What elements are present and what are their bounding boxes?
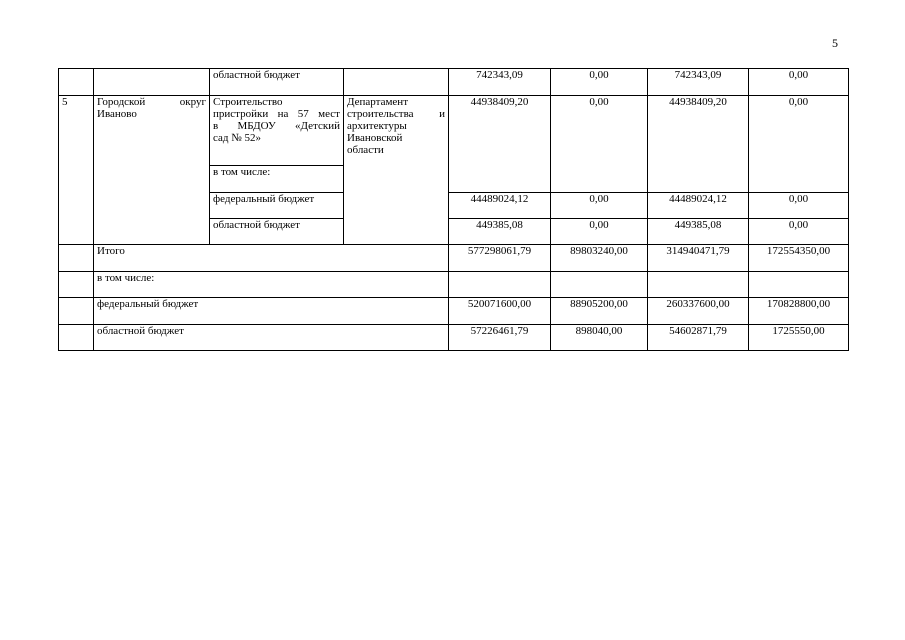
project-name-cell [210,96,344,166]
funding-source-cell: федеральный бюджет [94,298,449,325]
value-cell: 89803240,00 [551,245,648,272]
project-name-line: в МБДОУ «Детский [213,120,340,132]
row-number-cell [59,69,94,96]
value-cell: 0,00 [551,96,648,193]
value-cell: 44489024,12 [648,193,749,219]
page-number: 5 [832,36,838,50]
row-number-cell [59,298,94,325]
district-name-line: Городской округ [97,96,206,108]
row-number-cell [59,245,94,272]
including-label-cell: в том числе: [94,272,449,298]
value-cell: 172554350,00 [749,245,849,272]
table-row [59,325,849,351]
funding-source-cell: областной бюджет [94,325,449,351]
department-name-line: Ивановской [347,132,403,144]
funding-source-cell: областной бюджет [210,69,344,96]
value-cell: 314940471,79 [648,245,749,272]
row-number-cell: 5 [59,96,94,245]
table-row [59,245,849,272]
value-cell: 88905200,00 [551,298,648,325]
value-cell: 742343,09 [648,69,749,96]
table-row [59,69,849,96]
project-name-line: Строительство [213,96,283,108]
value-cell: 44489024,12 [449,193,551,219]
district-name-line: Иваново [97,108,137,120]
value-cell: 449385,08 [648,219,749,245]
department-cell [344,96,449,245]
total-label-cell: Итого [94,245,449,272]
value-cell [551,272,648,298]
project-name-line: сад № 52» [213,132,261,144]
value-cell: 0,00 [749,219,849,245]
project-name-line: пристройки на 57 мест [213,108,340,120]
department-name-line: архитектуры [347,120,407,132]
value-cell: 898040,00 [551,325,648,351]
value-cell [749,272,849,298]
including-label-cell: в том числе: [210,166,344,193]
value-cell: 1725550,00 [749,325,849,351]
value-cell: 0,00 [551,219,648,245]
value-cell: 0,00 [749,69,849,96]
table-row [59,272,849,298]
value-cell: 170828800,00 [749,298,849,325]
value-cell: 0,00 [749,96,849,193]
value-cell: 520071600,00 [449,298,551,325]
value-cell: 44938409,20 [648,96,749,193]
table-row [59,298,849,325]
value-cell: 0,00 [551,193,648,219]
value-cell: 449385,08 [449,219,551,245]
department-cell [344,69,449,96]
value-cell [449,272,551,298]
funding-source-cell: федеральный бюджет [210,193,344,219]
department-name-line: области [347,144,384,156]
value-cell: 577298061,79 [449,245,551,272]
row-number-cell [59,325,94,351]
funding-source-cell: областной бюджет [210,219,344,245]
district-cell [94,69,210,96]
value-cell: 260337600,00 [648,298,749,325]
budget-table [58,68,849,351]
table-row [59,96,849,166]
value-cell [648,272,749,298]
row-number-cell [59,272,94,298]
value-cell: 57226461,79 [449,325,551,351]
value-cell: 44938409,20 [449,96,551,193]
value-cell: 0,00 [551,69,648,96]
district-cell [94,96,210,245]
department-name-line: Департамент [347,96,409,108]
department-name-line: строительства и [347,108,445,120]
value-cell: 742343,09 [449,69,551,96]
value-cell: 0,00 [749,193,849,219]
value-cell: 54602871,79 [648,325,749,351]
